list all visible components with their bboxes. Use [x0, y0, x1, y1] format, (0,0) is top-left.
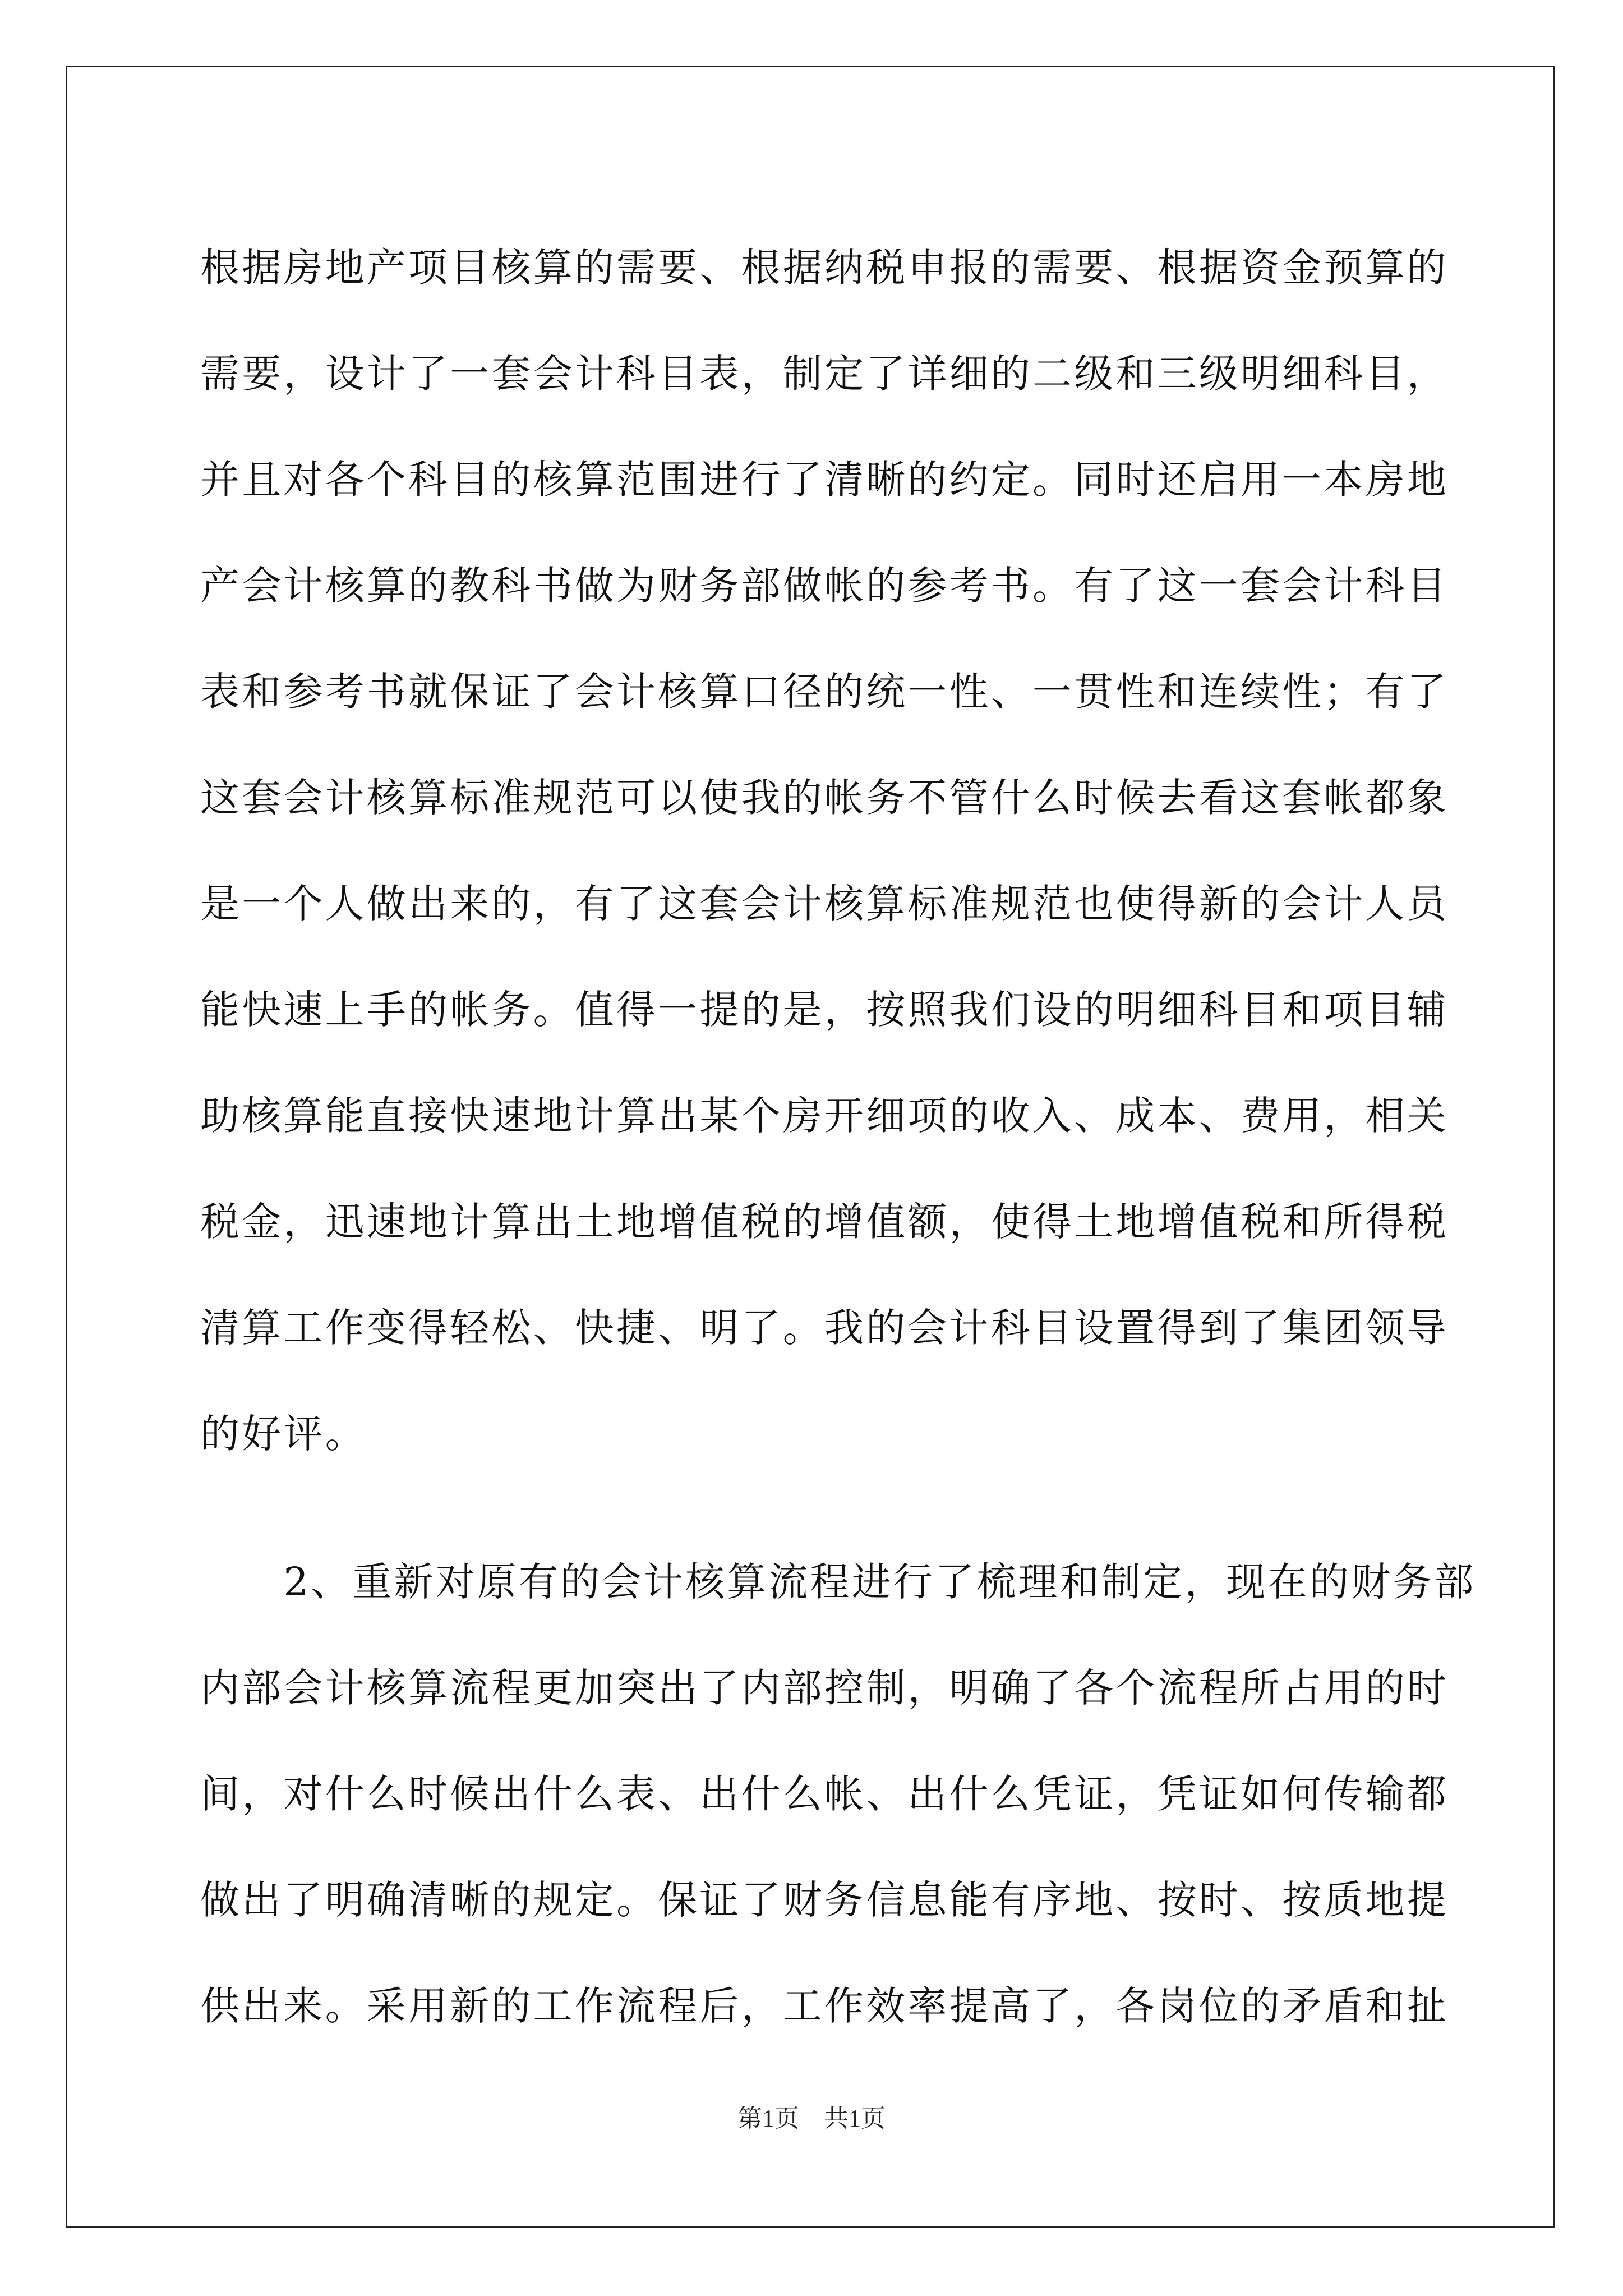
- page-footer: 第1页 共1页: [737, 2105, 886, 2132]
- text-line: 需要，设计了一套会计科目表，制定了详细的二级和三级明细科目，: [200, 351, 1449, 397]
- text-line: 2、重新对原有的会计核算流程进行了梳理和制定，现在的财务部: [200, 1559, 1476, 1605]
- text-line: 并且对各个科目的核算范围进行了清晰的约定。同时还启用一本房地: [200, 457, 1449, 503]
- text-line: 表和参考书就保证了会计核算口径的统一性、一贯性和连续性；有了: [200, 669, 1449, 715]
- text-line: 供出来。采用新的工作流程后，工作效率提高了，各岗位的矛盾和扯: [200, 1983, 1449, 2029]
- text-line: 间，对什么时候出什么表、出什么帐、出什么凭证，凭证如何传输都: [200, 1771, 1449, 1817]
- document-body: [200, 215, 1476, 2059]
- text-line: 产会计核算的教科书做为财务部做帐的参考书。有了这一套会计科目: [200, 563, 1449, 609]
- text-line: 税金，迅速地计算出土地增值税的增值额，使得土地增值税和所得税: [200, 1199, 1449, 1245]
- text-line: 内部会计核算流程更加突出了内部控制，明确了各个流程所占用的时: [200, 1665, 1449, 1711]
- text-line: 的好评。: [200, 1411, 367, 1457]
- text-line: 是一个人做出来的，有了这套会计核算标准规范也使得新的会计人员: [200, 881, 1449, 927]
- text-line: 根据房地产项目核算的需要、根据纳税申报的需要、根据资金预算的: [200, 245, 1449, 291]
- text-line: 做出了明确清晰的规定。保证了财务信息能有序地、按时、按质地提: [200, 1877, 1449, 1923]
- text-line: 这套会计核算标准规范可以使我的帐务不管什么时候去看这套帐都象: [200, 775, 1449, 821]
- text-line: 清算工作变得轻松、快捷、明了。我的会计科目设置得到了集团领导: [200, 1305, 1449, 1351]
- text-line: 助核算能直接快速地计算出某个房开细项的收入、成本、费用，相关: [200, 1093, 1449, 1139]
- text-line: 能快速上手的帐务。值得一提的是，按照我们设的明细科目和项目辅: [200, 987, 1449, 1033]
